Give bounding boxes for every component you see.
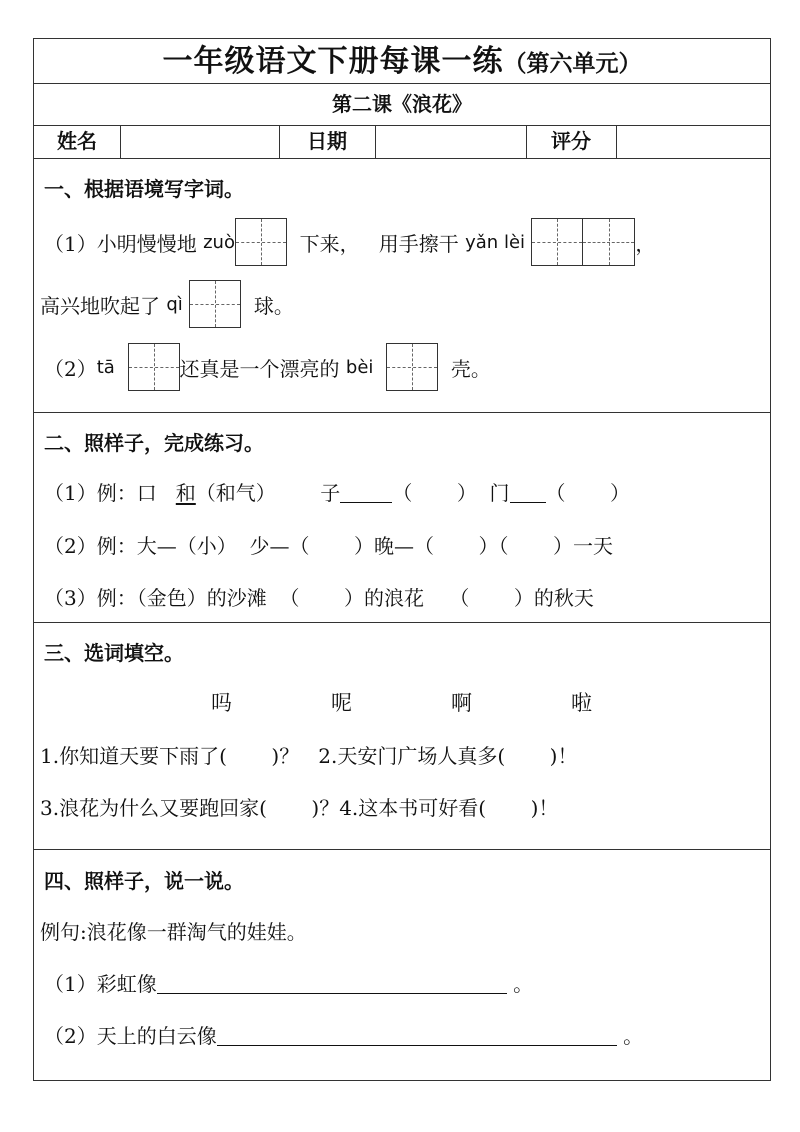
- s1-q2-prefix: （2）: [44, 356, 97, 381]
- score-field[interactable]: [617, 125, 770, 158]
- score-label: 评分: [551, 129, 591, 153]
- s1-q1-line: [44, 217, 655, 267]
- s2-r1-d: （ ） 门: [392, 480, 510, 505]
- s4-q1-prefix: （1）彩虹像: [44, 971, 157, 996]
- s1-q1b-line: [40, 279, 294, 329]
- s2-r1-underlined: 和: [175, 480, 196, 505]
- title-main: 一年级语文下册每课一练: [162, 44, 504, 79]
- section3-title: 三、选词填空。: [44, 641, 184, 665]
- s2-row2: [44, 529, 613, 559]
- s4-q2-prefix: （2）天上的白云像: [44, 1023, 217, 1048]
- tian-grid-box[interactable]: [128, 343, 180, 391]
- s4-q2-end: 。: [616, 1023, 644, 1048]
- choice-word: 呢: [331, 691, 352, 715]
- date-field[interactable]: [376, 125, 526, 158]
- s4-q1-end: 。: [506, 971, 534, 996]
- s1-q1-pinyin1: zuò: [203, 231, 235, 253]
- name-label: 姓名: [57, 129, 97, 153]
- tian-grid-box[interactable]: [583, 218, 635, 266]
- s1-q2-pinyin1: tā: [96, 356, 115, 378]
- date-label: 日期: [307, 129, 347, 153]
- section1-title: 一、根据语境写字词。: [44, 177, 244, 201]
- s3-s2: 3.浪花为什么又要跑回家( )？4.这本书可好看( )！: [40, 795, 559, 820]
- choice-word: 啊: [451, 691, 472, 715]
- s1-q1-mid: 下来， 用手擦干: [286, 231, 466, 256]
- tian-grid-box[interactable]: [386, 343, 438, 391]
- answer-line[interactable]: [157, 971, 507, 994]
- tian-grid-box[interactable]: [531, 218, 583, 266]
- s1-q1-end: ，: [635, 231, 656, 256]
- s2-r1-c: （和气） 子: [195, 480, 341, 505]
- lesson-title: 第二课《浪花》: [332, 92, 472, 116]
- s2-r1-e: （ ）: [545, 480, 631, 505]
- s2-row3: [44, 581, 594, 611]
- s3-s1: 1.你知道天要下雨了( )？ 2.天安门广场人真多( )！: [40, 743, 578, 768]
- s1-q2-end: 壳。: [438, 356, 491, 381]
- s2-r3: （3）例：（金色）的沙滩 （ ）的浪花 （ ）的秋天: [44, 585, 594, 610]
- answer-line[interactable]: [217, 1023, 617, 1046]
- fill-line[interactable]: [510, 480, 546, 503]
- section4-title: 四、照样子，说一说。: [44, 869, 244, 893]
- s3-sentence-1: [40, 739, 577, 769]
- s2-r2: （2）例：大—（小） 少—（ ）晚—（ ）（ ）一天: [44, 533, 613, 558]
- s1-q1b-prefix: 高兴地吹起了: [40, 293, 167, 318]
- s1-q2-pinyin2: bèi: [345, 356, 374, 378]
- worksheet: [33, 38, 771, 1081]
- s2-row1: [44, 476, 630, 506]
- s4-example: [40, 915, 307, 945]
- section2-title: 二、照样子，完成练习。: [44, 431, 264, 455]
- name-field[interactable]: [121, 125, 279, 158]
- fill-line[interactable]: [340, 480, 392, 503]
- s1-q2-line: [44, 341, 491, 393]
- s4-q2: [44, 1019, 643, 1049]
- worksheet-title: [34, 39, 770, 83]
- choice-word: 啦: [571, 691, 592, 715]
- s3-sentence-2: [40, 791, 558, 821]
- s1-q1-prefix: （1）小明慢慢地: [44, 231, 204, 256]
- s1-q2-mid: 还真是一个漂亮的: [179, 356, 346, 381]
- s4-example-text: 例句:浪花像一群淘气的娃娃。: [40, 919, 307, 944]
- tian-grid-box[interactable]: [235, 218, 287, 266]
- s1-q1b-end: 球。: [241, 293, 294, 318]
- choice-word: 吗: [211, 691, 232, 715]
- s1-q1b-pinyin: qì: [166, 293, 183, 315]
- tian-grid-box[interactable]: [189, 280, 241, 328]
- s1-q1-pinyin2: yǎn lèi: [465, 231, 526, 253]
- title-unit: （第六单元）: [503, 51, 642, 77]
- s4-q1: [44, 967, 533, 997]
- s2-r1-a: （1）例：口: [44, 480, 176, 505]
